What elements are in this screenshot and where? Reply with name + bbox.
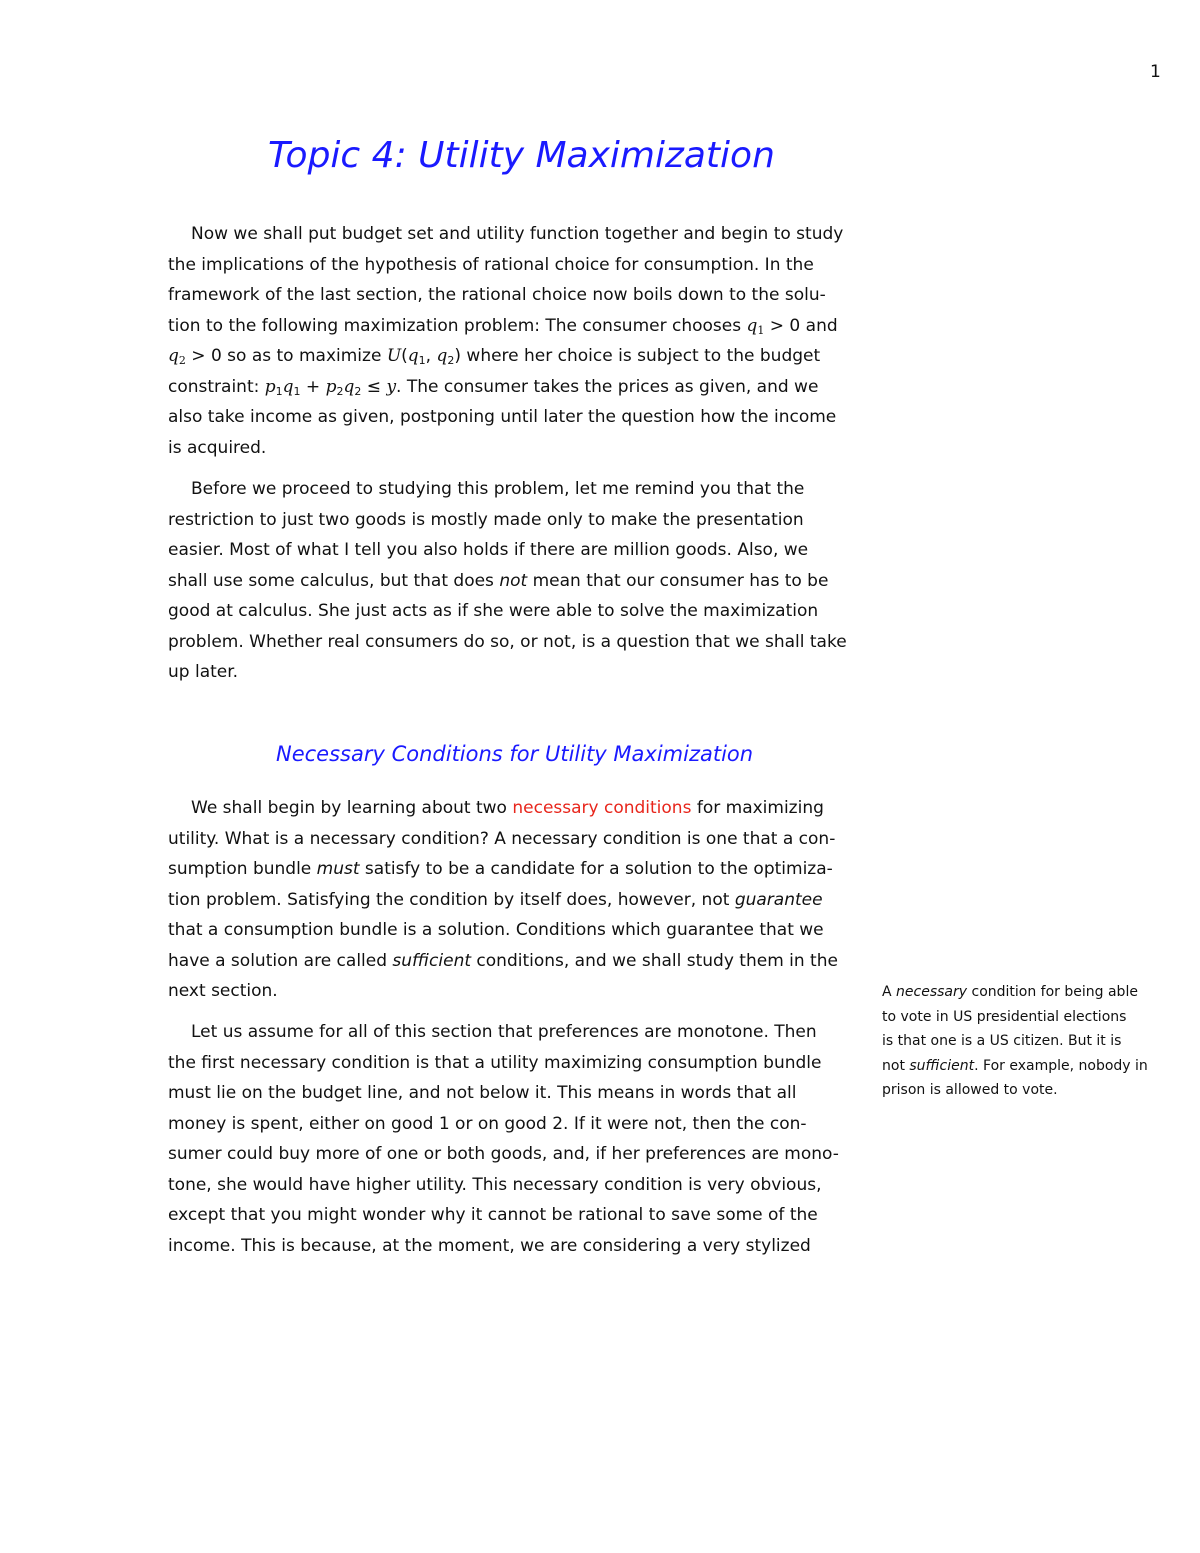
paragraph-line: is acquired. bbox=[168, 437, 267, 458]
paragraph-line: framework of the last section, the rational choice now boils down to the solu- bbox=[168, 285, 826, 305]
text-run: constraint: bbox=[168, 376, 265, 397]
text-run: . The consumer takes the prices as given, and we bbox=[396, 376, 819, 397]
paragraph-line: Let us assume for all of this section that preferences are monotone. Then bbox=[191, 1022, 817, 1042]
paragraph-line: sumer could buy more of one or both goods, and, if her preferences are mono- bbox=[168, 1144, 839, 1164]
text-run: > 0 and bbox=[764, 315, 838, 336]
emphasis: necessary bbox=[896, 984, 968, 1000]
text-run: > 0 so as to maximize bbox=[185, 346, 387, 366]
paragraph-line: next section. bbox=[168, 981, 278, 1001]
emphasis: not bbox=[499, 570, 528, 591]
math-q1: $q_1$ bbox=[746, 315, 765, 337]
paragraph-line: Before we proceed to studying this problem, let me remind you that the bbox=[191, 479, 805, 499]
paragraph-line: Now we shall put budget set and utility function together and begin to study bbox=[191, 224, 844, 244]
paragraph-line: up later. bbox=[168, 662, 239, 682]
emphasis: sufficient bbox=[392, 950, 472, 971]
highlighted-term: necessary conditions bbox=[512, 798, 692, 818]
paragraph-line bbox=[168, 566, 828, 596]
paragraph-line: income. This is because, at the moment, we are considering a very stylized bbox=[168, 1235, 811, 1256]
text-run: conditions, and we shall study them in the bbox=[471, 950, 838, 971]
math-budget-constraint: $p_1q_1 + p_2q_2 \le y$ bbox=[264, 376, 397, 398]
text-run: We shall begin by learning about two bbox=[191, 798, 513, 818]
paragraph-line bbox=[168, 372, 818, 402]
text-run: sumption bundle bbox=[168, 859, 317, 879]
text-run: shall use some calculus, but that does bbox=[168, 570, 500, 591]
paragraph-line: utility. What is a necessary condition? A necessary condition is one that a con- bbox=[168, 828, 836, 849]
text-run: where her choice is subject to the budget bbox=[461, 346, 821, 366]
paragraph-line: problem. Whether real consumers do so, or not, is a question that we shall take bbox=[168, 631, 847, 652]
text-run: condition for being able bbox=[967, 984, 1138, 1000]
text-run: have a solution are called bbox=[168, 950, 393, 971]
paragraph-line: also take income as given, postponing until later the question how the income bbox=[168, 407, 837, 427]
paragraph-line: except that you might wonder why it cannot be rational to save some of the bbox=[168, 1205, 818, 1225]
math-q2: $q_2$ bbox=[168, 346, 186, 367]
text-run: mean that our consumer has to be bbox=[527, 570, 829, 591]
paragraph-line: the first necessary condition is that a utility maximizing consumption bundle bbox=[168, 1052, 822, 1073]
paragraph-line: good at calculus. She just acts as if she were able to solve the maximization bbox=[168, 601, 819, 621]
paragraph-line bbox=[168, 341, 820, 371]
margin-note-line bbox=[882, 980, 1138, 1005]
text-run: for maximizing bbox=[691, 798, 824, 818]
emphasis: guarantee bbox=[734, 889, 823, 910]
math-utility-args: ($q_1$, $q_2$) bbox=[401, 346, 462, 367]
math-utility: U bbox=[386, 346, 402, 366]
text-run: tion problem. Satisfying the condition by itself does, however, not bbox=[168, 889, 735, 910]
paragraph-line bbox=[168, 854, 833, 884]
text-run: satisfy to be a candidate for a solution to the optimiza- bbox=[359, 859, 833, 879]
text-run: . For example, nobody in bbox=[974, 1057, 1148, 1074]
text-run: A bbox=[882, 984, 897, 1000]
paragraph-line: that a consumption bundle is a solution. Conditions which guarantee that we bbox=[168, 920, 824, 940]
paragraph-line: restriction to just two goods is mostly made only to make the presentation bbox=[168, 509, 804, 530]
paragraph-line: must lie on the budget line, and not below it. This means in words that all bbox=[168, 1083, 797, 1103]
emphasis: sufficient bbox=[909, 1057, 975, 1074]
margin-note-line: prison is allowed to vote. bbox=[882, 1082, 1058, 1098]
page-title: Topic 4: Utility Maximization bbox=[268, 135, 775, 176]
text-run: tion to the following maximization problem: The consumer chooses bbox=[168, 315, 747, 336]
paragraph-line: the implications of the hypothesis of rational choice for consumption. In the bbox=[168, 254, 814, 275]
margin-note-line: to vote in US presidential elections bbox=[882, 1008, 1127, 1025]
paragraph-line: tone, she would have higher utility. This necessary condition is very obvious, bbox=[168, 1174, 822, 1195]
text-run: not bbox=[882, 1057, 910, 1074]
paragraph-line bbox=[191, 793, 824, 823]
paragraph-line bbox=[168, 311, 838, 341]
paragraph-line: easier. Most of what I tell you also holds if there are million goods. Also, we bbox=[168, 540, 809, 560]
section-heading: Necessary Conditions for Utility Maximization bbox=[276, 742, 754, 766]
margin-note-line: is that one is a US citizen. But it is bbox=[882, 1033, 1122, 1049]
paragraph-line bbox=[168, 885, 823, 915]
margin-note-line bbox=[882, 1054, 1148, 1079]
emphasis: must bbox=[316, 859, 360, 879]
paragraph-line bbox=[168, 946, 838, 976]
paragraph-line: money is spent, either on good 1 or on good 2. If it were not, then the con- bbox=[168, 1113, 807, 1134]
page-number: 1 bbox=[1150, 62, 1161, 82]
